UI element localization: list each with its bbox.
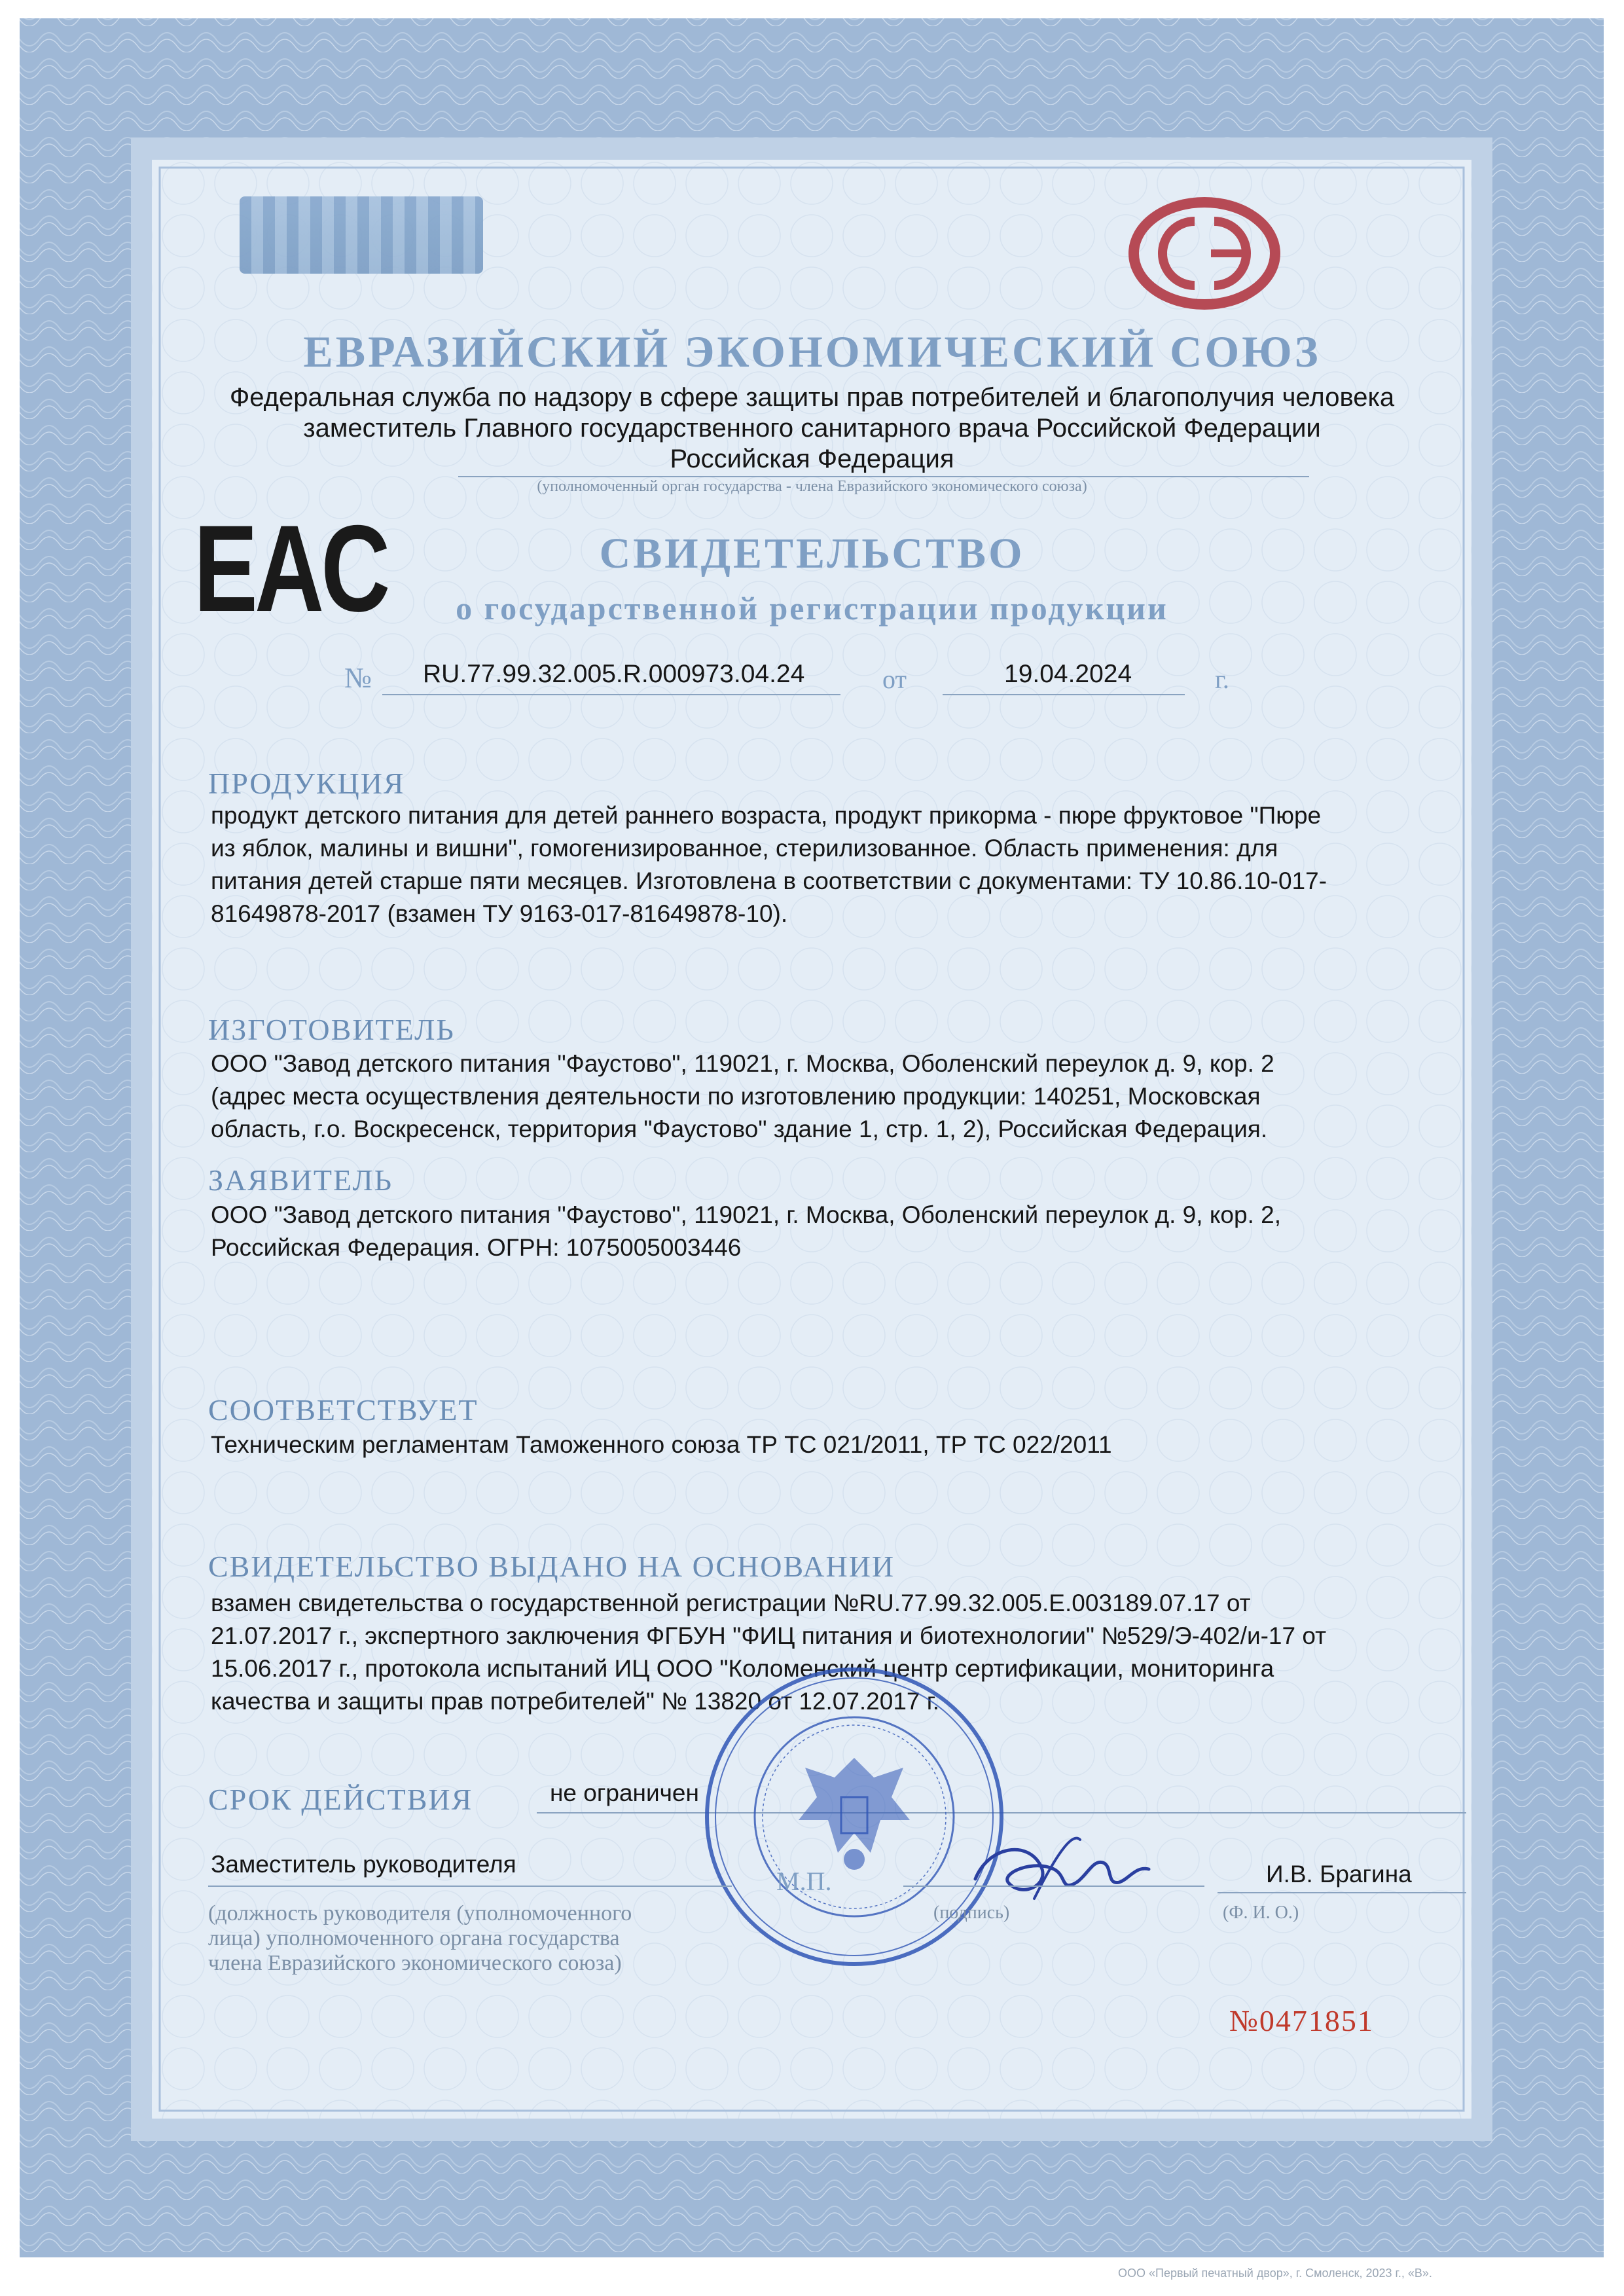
position-caption	[208, 1901, 632, 1976]
position-caption-line: члена Евразийского экономического союза)	[208, 1951, 622, 1975]
authority-line-1: Федеральная служба по надзору в сфере защиты прав потребителей и благополучия человека	[229, 383, 1395, 412]
manufacturer-line: область, г.о. Воскресенск, территория "Фаустово" здание 1, стр. 1, 2), Российская Федерация.	[211, 1116, 1268, 1142]
validity-heading: СРОК ДЕЙСТВИЯ	[208, 1783, 473, 1816]
manufacturer-line: (адрес места осуществления деятельности по изготовлению продукции: 140251, Московская	[211, 1083, 1261, 1110]
position-caption-line: лица) уполномоченного органа государства	[208, 1926, 620, 1950]
stamp-place-label: М.П.	[776, 1867, 832, 1896]
product-line: питания детей старше пяти месяцев. Изготовлена в соответствии с документами: ТУ 10.86.10-017-	[211, 867, 1327, 894]
reg-number-label: №	[344, 662, 372, 694]
reg-number-underline	[382, 694, 840, 695]
manufacturer-line: ООО "Завод детского питания "Фаустово", 119021, г. Москва, Оболенский переулок д. 9, кор. 2	[211, 1050, 1274, 1077]
applicant-line: Российская Федерация. ОГРН: 1075005003446	[211, 1234, 742, 1261]
basis-line: 21.07.2017 г., экспертного заключения ФГБУН "ФИЦ питания и биотехнологии" №529/Э-402/и-17 от	[211, 1622, 1327, 1649]
manufacturer-text	[211, 1048, 1474, 1146]
authority-caption: (уполномоченный орган государства - члена Евразийского экономического союза)	[537, 478, 1087, 495]
authority-line-2: заместитель Главного государственного санитарного врача Российской Федерации	[303, 414, 1321, 443]
reg-date-underline	[943, 694, 1185, 695]
basis-line: качества и защиты прав потребителей" № 13820 от 12.07.2017 г.	[211, 1688, 940, 1715]
blank-serial-number: №0471851	[1229, 2004, 1374, 2037]
signer-position-underline	[208, 1886, 732, 1887]
product-line: из яблок, малины и вишни", гомогенизированное, стерилизованное. Область применения: для	[211, 835, 1278, 862]
position-caption-line: (должность руководителя (уполномоченного	[208, 1901, 632, 1925]
applicant-line: ООО "Завод детского питания "Фаустово", 119021, г. Москва, Оболенский переулок д. 9, кор. 2,	[211, 1201, 1281, 1228]
signer-name-underline	[1218, 1892, 1466, 1893]
reg-number: RU.77.99.32.005.R.000973.04.24	[423, 660, 805, 688]
conforms-line: Техническим регламентам Таможенного союза ТР ТС 021/2011, ТР ТС 022/2011	[211, 1431, 1112, 1458]
product-line: 81649878-2017 (взамен ТУ 9163-017-81649878-10).	[211, 900, 788, 927]
reg-year-suffix: г.	[1215, 665, 1229, 694]
validity-value: не ограничен	[550, 1779, 699, 1806]
applicant-text	[211, 1199, 1474, 1264]
product-text	[211, 799, 1474, 930]
signer-position: Заместитель руководителя	[211, 1851, 516, 1878]
reg-date-label: от	[882, 665, 907, 694]
authority-line-3: Российская Федерация	[670, 445, 954, 473]
signature-caption: (подпись)	[933, 1903, 1010, 1923]
basis-heading: СВИДЕТЕЛЬСТВО ВЫДАНО НА ОСНОВАНИИ	[208, 1550, 895, 1583]
ce-mark-icon	[1126, 196, 1283, 311]
product-heading: ПРОДУКЦИЯ	[208, 767, 405, 800]
printer-info: ООО «Первый печатный двор», г. Смоленск, 2023 г., «В».	[1118, 2267, 1432, 2280]
applicant-heading: ЗАЯВИТЕЛЬ	[208, 1163, 393, 1197]
conforms-text	[211, 1429, 1474, 1461]
name-caption: (Ф. И. О.)	[1223, 1903, 1299, 1923]
hologram-strip	[240, 196, 483, 274]
eac-mark-icon: EAC	[194, 500, 388, 637]
reg-date: 19.04.2024	[1004, 660, 1132, 688]
basis-line: 15.06.2017 г., протокола испытаний ИЦ ООО "Коломенский центр сертификации, мониторинга	[211, 1655, 1274, 1682]
official-stamp-icon	[700, 1663, 1008, 1971]
manufacturer-heading: ИЗГОТОВИТЕЛЬ	[208, 1013, 455, 1046]
document-subtitle: о государственной регистрации продукции	[456, 590, 1168, 627]
union-title: ЕВРАЗИЙСКИЙ ЭКОНОМИЧЕСКИЙ СОЮЗ	[303, 327, 1321, 376]
basis-line: взамен свидетельства о государственной регистрации №RU.77.99.32.005.E.003189.07.17 от	[211, 1590, 1251, 1616]
conforms-heading: СООТВЕТСТВУЕТ	[208, 1393, 478, 1427]
signer-name: И.В. Брагина	[1266, 1861, 1412, 1887]
signature-underline	[903, 1886, 1204, 1887]
product-line: продукт детского питания для детей раннего возраста, продукт прикорма - пюре фруктовое "Пюре	[211, 802, 1322, 829]
authority-divider	[458, 476, 1309, 477]
document-title: СВИДЕТЕЛЬСТВО	[599, 530, 1025, 577]
